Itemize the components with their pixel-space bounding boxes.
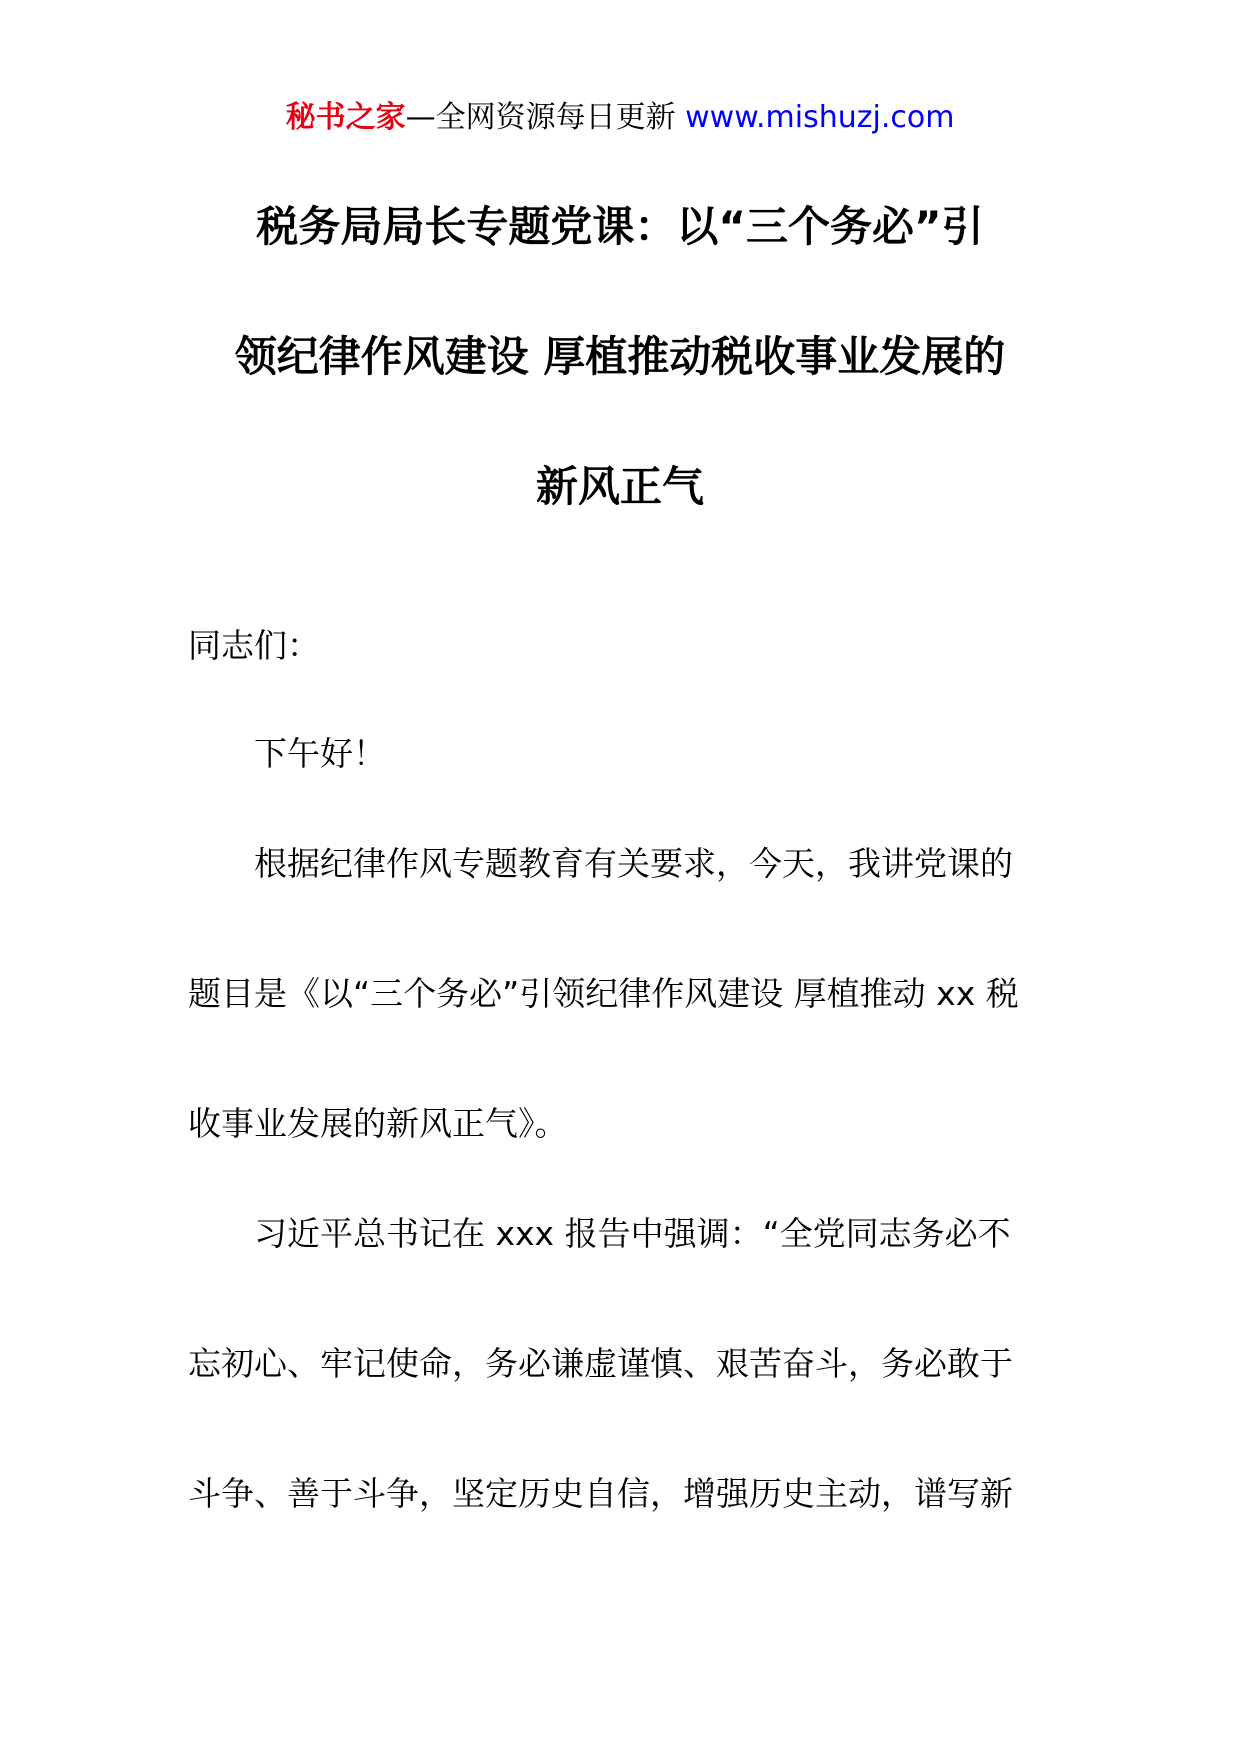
site-tagline: —全网资源每日更新 bbox=[405, 100, 686, 135]
paragraph-2-line-2: 忘初心、牢记使命，务必谦虚谨慎、艰苦奋斗，务必敢于 bbox=[188, 1344, 1013, 1383]
paragraph-2-line-3: 斗争、善于斗争，坚定历史自信，增强历史主动，谱写新 bbox=[188, 1474, 1013, 1513]
site-brand: 秘书之家 bbox=[285, 100, 406, 135]
paragraph-2-line-1: 习近平总书记在 xxx 报告中强调：“全党同志务必不 bbox=[254, 1214, 1011, 1253]
document-title bbox=[150, 162, 1090, 552]
title-line-3: 新风正气 bbox=[535, 462, 704, 511]
greeting: 下午好！ bbox=[254, 734, 386, 773]
salutation: 同志们： bbox=[188, 626, 320, 665]
site-header bbox=[0, 98, 1240, 138]
paragraph-1-line-2: 题目是《以“三个务必”引领纪律作风建设 厚植推动 xx 税 bbox=[188, 974, 1019, 1013]
paragraph-1-line-3: 收事业发展的新风正气》。 bbox=[188, 1104, 568, 1143]
site-url-link[interactable]: www.mishuzj.com bbox=[685, 100, 955, 135]
title-line-2: 领纪律作风建设 厚植推动税收事业发展的 bbox=[234, 332, 1006, 381]
paragraph-1-line-1: 根据纪律作风专题教育有关要求，今天，我讲党课的 bbox=[254, 844, 1013, 883]
title-line-1: 税务局局长专题党课：以“三个务必”引 bbox=[256, 202, 984, 251]
